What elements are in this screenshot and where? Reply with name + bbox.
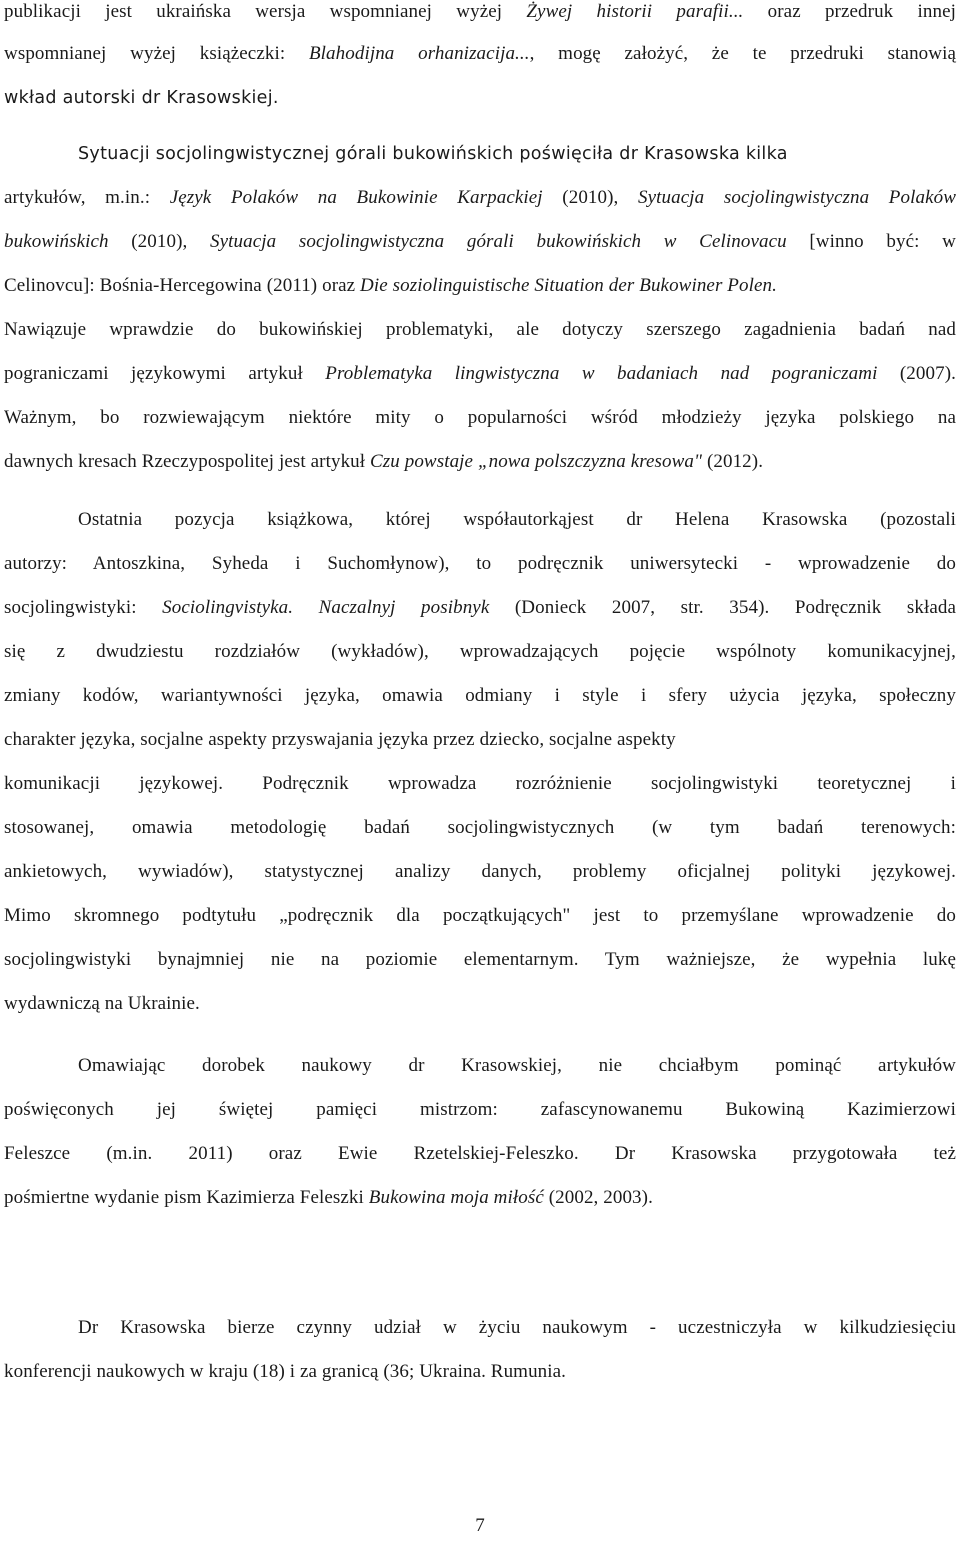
text-run: się z dwudziestu rozdziałów (wykładów), wprowadzających pojęcie wspólnoty komunikacyjnej,: [4, 641, 956, 662]
text-line: [4, 860, 956, 884]
text-run: oraz przedruk innej: [743, 1, 956, 22]
italic-title: Die soziolinguistische Situation der Bukowiner Polen.: [360, 275, 777, 296]
text-run: wspomnianej wyżej książeczki:: [4, 43, 309, 64]
italic-title: Problematyka lingwistyczna w badaniach nad pograniczami: [325, 363, 878, 384]
text-run: poświęconych jej świętej pamięci mistrzom: zafascynowanemu Bukowiną Kazimierzowi: [4, 1099, 956, 1120]
text-run: konferencji naukowych w kraju (18) i za granicą (36; Ukraina. Rumunia.: [4, 1361, 567, 1382]
text-line: [4, 640, 956, 664]
text-run: dawnych kresach Rzeczypospolitej jest artykuł: [4, 451, 371, 472]
italic-title: Sytuacja socjolingwistyczna górali bukowińskich w Celinovacu: [210, 231, 787, 252]
text-line: [4, 186, 956, 210]
text-run: (2002, 2003).: [543, 1187, 653, 1208]
text-line: [4, 816, 956, 840]
text-line: [4, 450, 763, 474]
text-line: [78, 142, 788, 166]
text-line: [4, 274, 777, 298]
text-run: autorzy: Antoszkina, Syheda i Suchomłynow), to podręcznik uniwersytecki - wprowadzenie do: [4, 553, 956, 574]
text-line: [4, 904, 956, 928]
text-line: [78, 508, 956, 532]
text-run: Feleszce (m.in. 2011) oraz Ewie Rzetelskiej-Feleszko. Dr Krasowska przygotowała też: [4, 1143, 956, 1164]
italic-title: Żywej historii parafii...: [526, 1, 744, 22]
text-run: publikacji jest ukraińska wersja wspomnianej wyżej: [4, 1, 527, 22]
text-run: stosowanej, omawia metodologię badań socjolingwistycznych (w tym badań terenowych:: [4, 817, 956, 838]
text-run: Ostatnia pozycja książkowa, której współautorkąjest dr Helena Krasowska (pozostali: [78, 509, 956, 530]
italic-title: Język Polaków na Bukowinie Karpackiej: [169, 187, 543, 208]
page-number: 7: [475, 1515, 485, 1536]
text-line: [4, 772, 956, 796]
text-line: [4, 42, 956, 66]
text-line: [4, 992, 200, 1016]
text-run: ankietowych, wywiadów), statystycznej analizy danych, problemy oficjalnej polityki językowej.: [4, 861, 956, 882]
text-run: socjolingwistyki:: [4, 597, 163, 618]
italic-title: Sociolingvistyka. Naczalnyj posibnyk: [162, 597, 490, 618]
text-line: [4, 1360, 566, 1384]
text-run: artykułów, m.in.:: [4, 187, 170, 208]
text-run: Omawiając dorobek naukowy dr Krasowskiej, nie chciałbym pominąć artykułów: [78, 1055, 956, 1076]
text-run: komunikacji językowej. Podręcznik wprowadza rozróżnienie socjolingwistyki teoretycznej i: [4, 773, 956, 794]
italic-title: Czu powstaje „nowa polszczyzna kresowa": [370, 451, 703, 472]
text-run: pośmiertne wydanie pism Kazimierza Feleszki: [4, 1187, 369, 1208]
text-run: (2007).: [877, 363, 956, 384]
text-run: , mogę założyć, że te przedruki stanowią: [529, 43, 956, 64]
text-line: [4, 728, 676, 752]
text-run: Sytuacji socjolingwistycznej górali bukowińskich poświęciła dr Krasowska kilka: [78, 144, 788, 164]
text-run: wkład autorski dr Krasowskiej.: [4, 88, 279, 108]
text-line: [4, 0, 956, 24]
text-run: socjolingwistyki bynajmniej nie na poziomie elementarnym. Tym ważniejsze, że wypełnia lukę: [4, 949, 956, 970]
text-run: zmiany kodów, wariantywności języka, omawia odmiany i style i sfery użycia języka, społeczny: [4, 685, 956, 706]
text-line: [4, 948, 956, 972]
text-run: Nawiązuje wprawdzie do bukowińskiej problematyki, ale dotyczy szerszego zagadnienia badań nad: [4, 319, 956, 340]
italic-title: Blahodijna orhanizacija...: [308, 43, 530, 64]
text-line: [4, 318, 956, 342]
text-run: charakter języka, socjalne aspekty przyswajania języka przez dziecko, socjalne aspekty: [4, 729, 676, 750]
italic-title: Bukowina moja miłość: [368, 1187, 544, 1208]
text-run: (2010),: [542, 187, 639, 208]
text-run: (2012).: [702, 451, 764, 472]
text-run: (2010),: [108, 231, 210, 252]
text-line: [78, 1316, 956, 1340]
text-line: [4, 86, 279, 110]
text-line: [4, 596, 956, 620]
text-line: [4, 552, 956, 576]
italic-title: bukowińskich: [4, 231, 109, 252]
text-run: Celinovcu]: Bośnia-Hercegowina (2011) oraz: [4, 275, 361, 296]
text-line: [4, 684, 956, 708]
text-line: [4, 1186, 653, 1210]
text-line: [4, 406, 956, 430]
text-line: [4, 1142, 956, 1166]
text-run: Ważnym, bo rozwiewającym niektóre mity o popularności wśród młodzieży języka polskiego na: [4, 407, 956, 428]
text-run: [winno być: w: [786, 231, 956, 252]
text-line: [4, 1098, 956, 1122]
text-line: [78, 1054, 956, 1078]
text-line: [4, 230, 956, 254]
text-run: wydawniczą na Ukrainie.: [4, 993, 200, 1014]
text-run: Mimo skromnego podtytułu „podręcznik dla początkujących" jest to przemyślane wprowadzenie do: [4, 905, 956, 926]
text-run: pograniczami językowymi artykuł: [4, 363, 326, 384]
italic-title: Sytuacja socjolingwistyczna Polaków: [638, 187, 956, 208]
text-run: (Donieck 2007, str. 354). Podręcznik składa: [489, 597, 956, 618]
text-run: Dr Krasowska bierze czynny udział w życiu naukowym - uczestniczyła w kilkudziesięciu: [78, 1317, 956, 1338]
text-line: [4, 362, 956, 386]
